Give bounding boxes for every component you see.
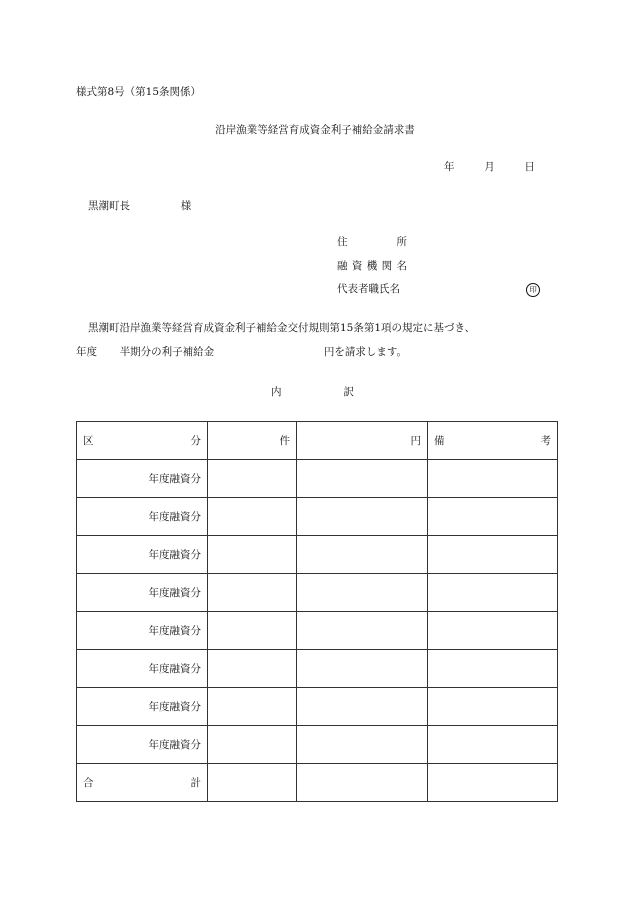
row-label: 年度融資分 [77, 460, 208, 498]
table-row [77, 726, 558, 764]
header-amount: 円 [297, 422, 428, 460]
date-day: 日 [524, 161, 535, 173]
date-month: 月 [484, 161, 495, 173]
remarks-cell[interactable] [428, 574, 558, 612]
remarks-cell[interactable] [428, 536, 558, 574]
seal-mark: 印 [526, 283, 540, 297]
body-amount: 円を請求します。 [323, 346, 408, 358]
amount-cell[interactable] [297, 460, 428, 498]
amount-cell[interactable] [297, 726, 428, 764]
table-total-row [77, 764, 558, 802]
body-year: 年度 [76, 346, 97, 358]
table-row [77, 460, 558, 498]
count-cell[interactable] [208, 536, 297, 574]
count-cell[interactable] [208, 460, 297, 498]
breakdown-table [76, 421, 558, 802]
row-label: 年度融資分 [77, 536, 208, 574]
row-label: 年度融資分 [77, 574, 208, 612]
amount-cell[interactable] [297, 612, 428, 650]
table-row [77, 574, 558, 612]
remarks-cell[interactable] [428, 688, 558, 726]
representative-label: 代表者職氏名 [337, 283, 400, 295]
count-cell[interactable] [208, 612, 297, 650]
addressee-honorific: 様 [180, 200, 192, 212]
table-header-row [77, 422, 558, 460]
amount-cell[interactable] [297, 650, 428, 688]
header-count: 件 [208, 422, 297, 460]
total-remarks-cell[interactable] [428, 764, 558, 802]
document-title: 沿岸漁業等経営育成資金利子補給金請求書 [215, 124, 415, 136]
table-row [77, 612, 558, 650]
date-line [444, 162, 535, 173]
total-count-cell[interactable] [208, 764, 297, 802]
amount-cell[interactable] [297, 498, 428, 536]
count-cell[interactable] [208, 650, 297, 688]
addressee [88, 201, 191, 212]
amount-cell[interactable] [297, 574, 428, 612]
total-label: 合 計 [77, 764, 208, 802]
row-label: 年度融資分 [77, 726, 208, 764]
breakdown-heading: 内 訳 [271, 386, 354, 398]
table-row [77, 536, 558, 574]
body-text-line2 [76, 347, 407, 358]
header-category: 区 分 [77, 422, 208, 460]
remarks-cell[interactable] [428, 460, 558, 498]
row-label: 年度融資分 [77, 650, 208, 688]
table-row [77, 688, 558, 726]
body-half-term: 半期分の利子補給金 [119, 346, 215, 358]
count-cell[interactable] [208, 726, 297, 764]
addressee-name: 黒潮町長 [88, 200, 130, 212]
amount-cell[interactable] [297, 688, 428, 726]
remarks-cell[interactable] [428, 726, 558, 764]
count-cell[interactable] [208, 688, 297, 726]
form-number: 様式第8号（第15条関係） [76, 86, 202, 98]
count-cell[interactable] [208, 498, 297, 536]
amount-cell[interactable] [297, 536, 428, 574]
count-cell[interactable] [208, 574, 297, 612]
date-year: 年 [444, 161, 455, 173]
remarks-cell[interactable] [428, 498, 558, 536]
address-label: 住 所 [337, 236, 407, 248]
institution-label: 融 資 機 関 名 [337, 260, 407, 272]
row-label: 年度融資分 [77, 612, 208, 650]
total-amount-cell[interactable] [297, 764, 428, 802]
header-remarks: 備 考 [428, 422, 558, 460]
remarks-cell[interactable] [428, 650, 558, 688]
remarks-cell[interactable] [428, 612, 558, 650]
table-row [77, 498, 558, 536]
row-label: 年度融資分 [77, 688, 208, 726]
table-row [77, 650, 558, 688]
row-label: 年度融資分 [77, 498, 208, 536]
body-text-line1: 黒潮町沿岸漁業等経営育成資金利子補給金交付規則第15条第1項の規定に基づき、 [88, 322, 476, 334]
